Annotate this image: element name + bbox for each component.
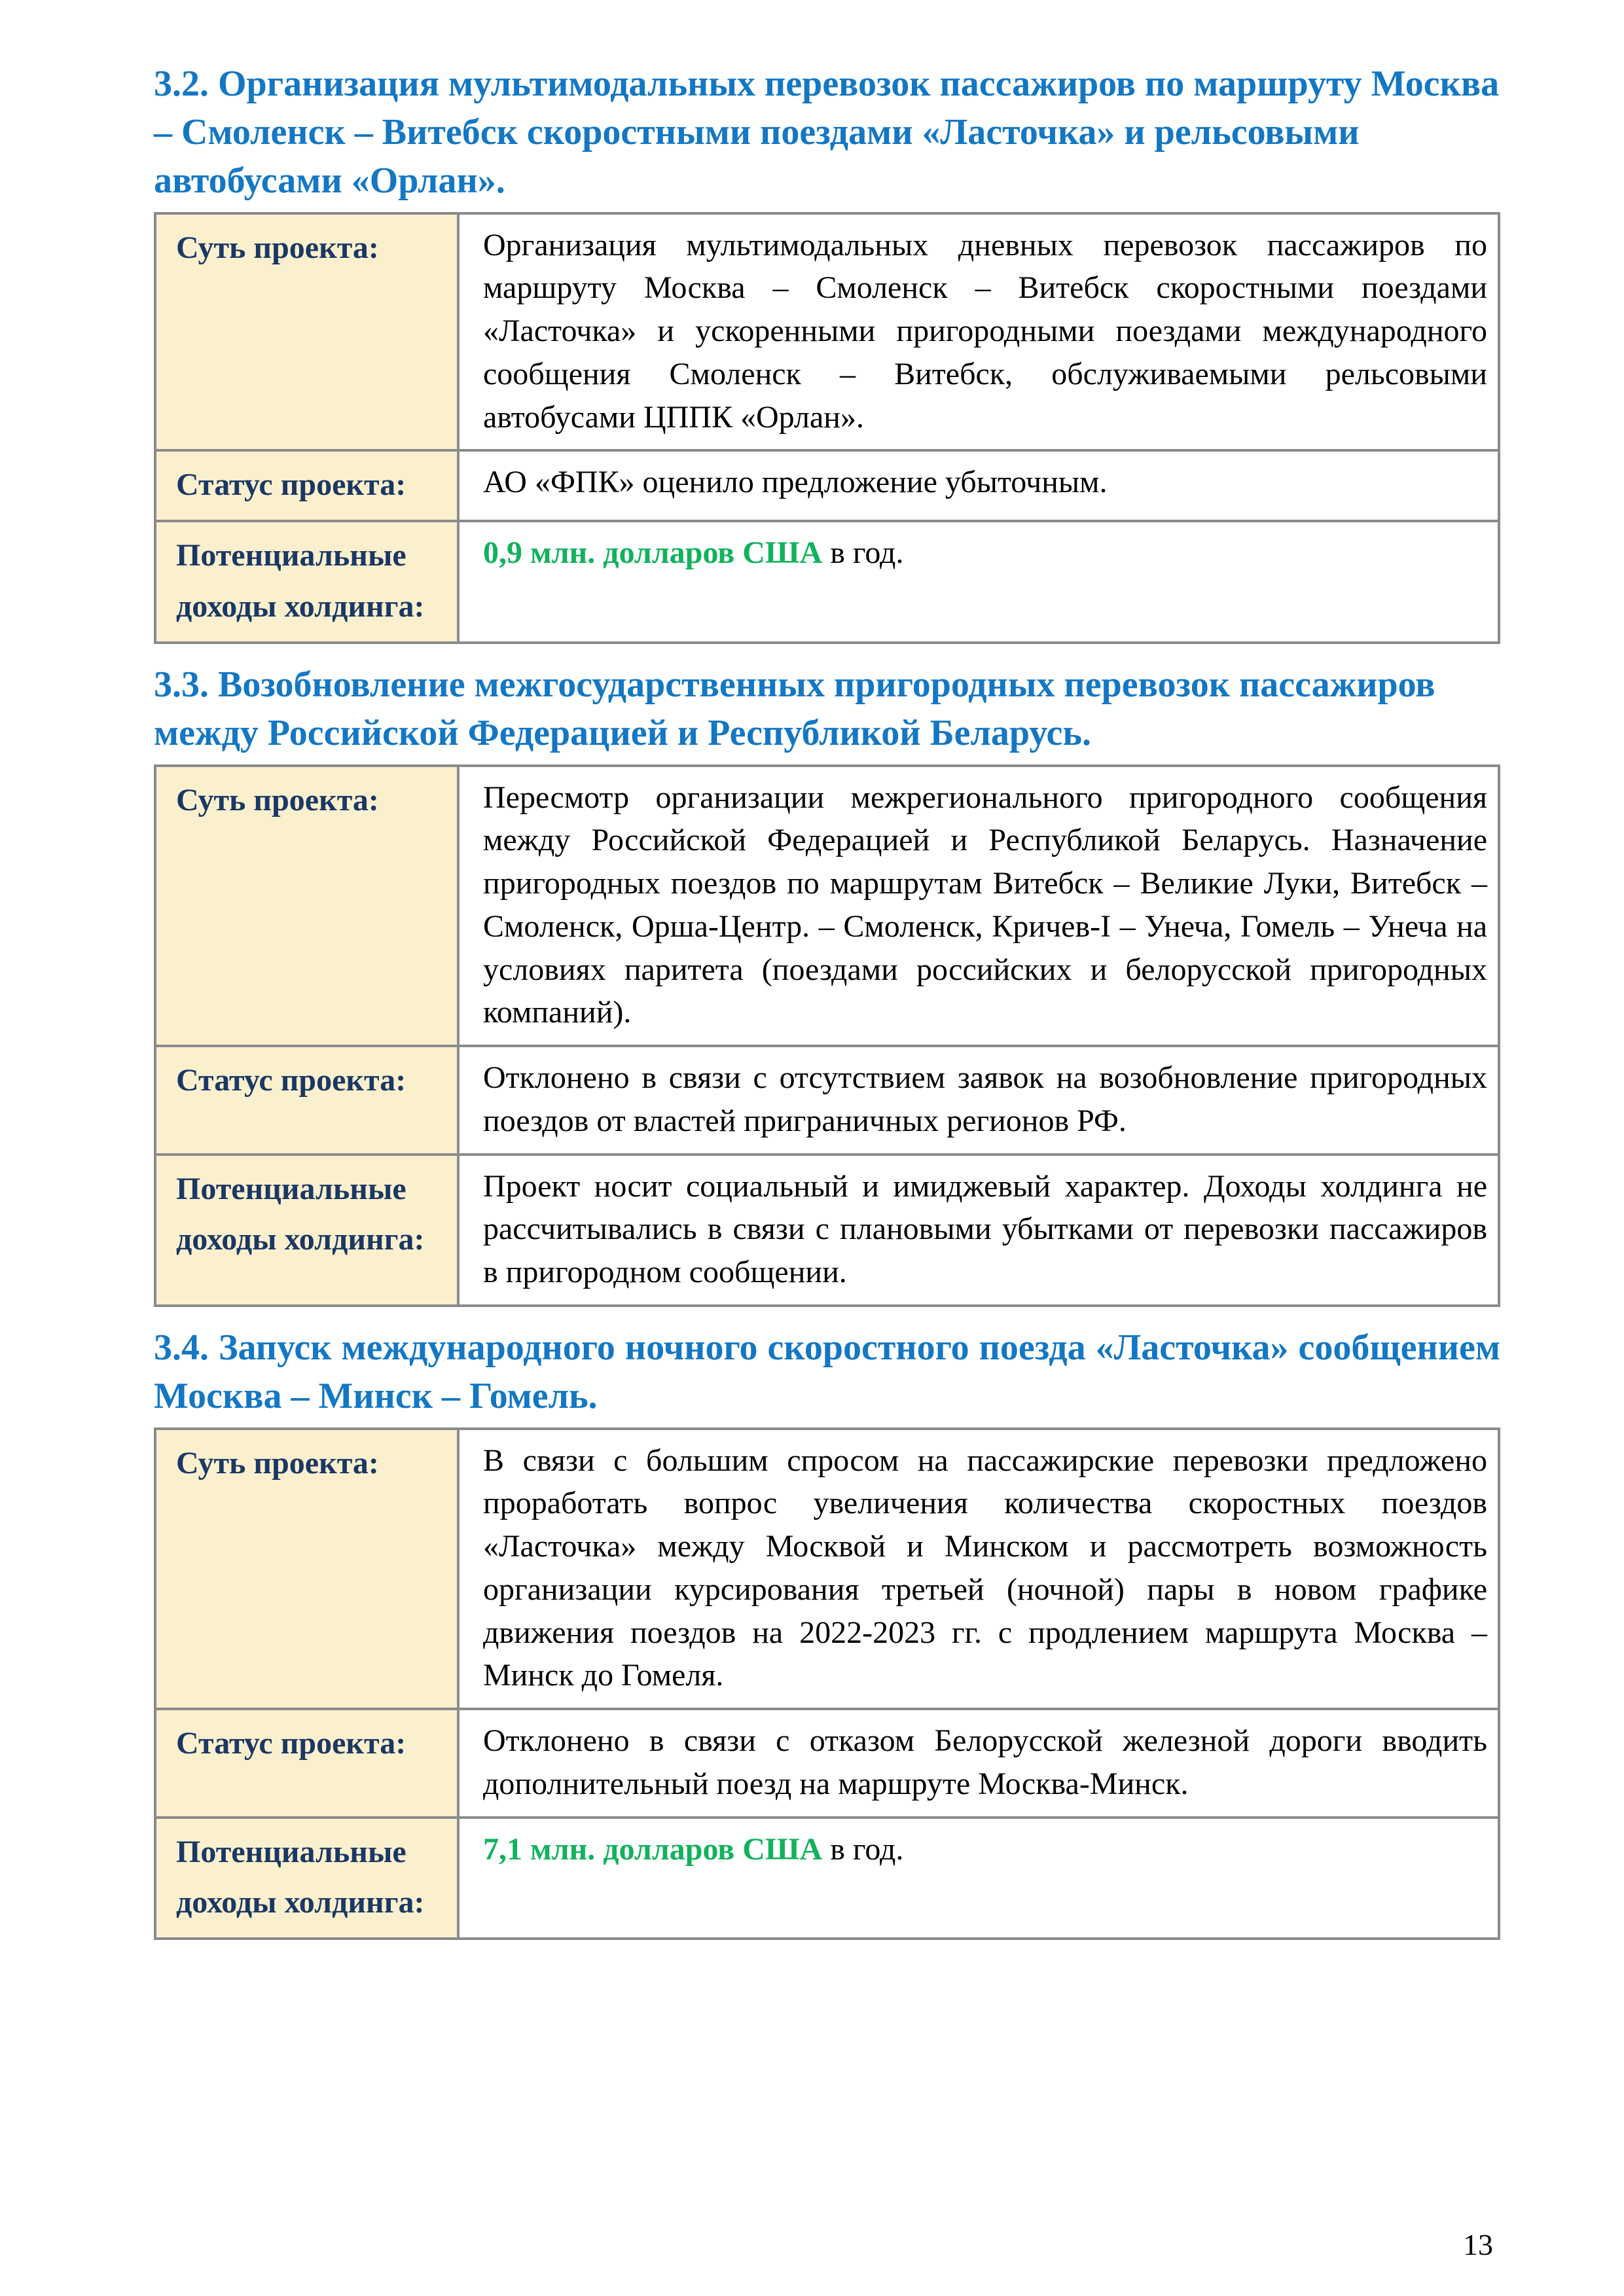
row-text: Отклонено в связи с отсутствием заявок на возобновление пригородных поездов от властей приграничных регионов РФ. bbox=[483, 1060, 1487, 1138]
row-label: Статус проекта: bbox=[155, 1046, 458, 1155]
income-highlight: 7,1 млн. долларов США bbox=[483, 1831, 823, 1867]
row-value bbox=[458, 1429, 1499, 1710]
table-row bbox=[155, 1155, 1499, 1306]
row-label: Суть проекта: bbox=[155, 766, 458, 1047]
table-row bbox=[155, 1818, 1499, 1939]
row-label: Потенциальные доходы холдинга: bbox=[155, 1818, 458, 1939]
row-text: В связи с большим спросом на пассажирские перевозки предложено проработать вопрос увеличения количества скоростных поездов «Ласточка» между Москвой и Минском и рассмотреть возможность организации курсирования третьей (ночной) пары в новом графике движения поездов на 2022-2023 гг. с продлением маршрута Москва – Минск до Гомеля. bbox=[483, 1443, 1487, 1693]
row-value bbox=[458, 1155, 1499, 1306]
table-row bbox=[155, 766, 1499, 1047]
section-3-3 bbox=[154, 661, 1500, 1307]
row-value bbox=[458, 521, 1499, 643]
row-label: Потенциальные доходы холдинга: bbox=[155, 521, 458, 643]
row-label: Суть проекта: bbox=[155, 1429, 458, 1710]
section-3-4 bbox=[154, 1324, 1500, 1940]
row-value bbox=[458, 1818, 1499, 1939]
row-value bbox=[458, 766, 1499, 1047]
section-3-2 bbox=[154, 60, 1500, 644]
section-heading: 3.4. Запуск международного ночного скоростного поезда «Ласточка» сообщением Москва – Минск – Гомель. bbox=[154, 1327, 1500, 1416]
row-value bbox=[458, 213, 1499, 451]
row-value bbox=[458, 450, 1499, 521]
page-number: 13 bbox=[1463, 2228, 1493, 2261]
table-row bbox=[155, 450, 1499, 521]
row-value bbox=[458, 1709, 1499, 1818]
row-text: Пересмотр организации межрегионального пригородного сообщения между Российской Федерацией и Республикой Беларусь. Назначение пригородных поездов по маршрутам Витебск – Великие Луки, Витебск – Смоленск, Орша-Центр. – Смоленск, Кричев-I – Унеча, Гомель – Унеча на условиях паритета (поездами российских и белорусской пригородных компаний). bbox=[483, 780, 1487, 1030]
row-label: Суть проекта: bbox=[155, 213, 458, 451]
project-table bbox=[154, 764, 1500, 1307]
table-row bbox=[155, 1709, 1499, 1818]
table-row bbox=[155, 1046, 1499, 1155]
table-row bbox=[155, 213, 1499, 451]
section-heading: 3.2. Организация мультимодальных перевозок пассажиров по маршруту Москва – Смоленск – Витебск скоростными поездами «Ласточка» и рельсовыми автобусами «Орлан». bbox=[154, 63, 1500, 201]
row-text: в год. bbox=[822, 1831, 904, 1867]
section-heading: 3.3. Возобновление межгосударственных пригородных перевозок пассажиров между Российской Федерацией и Республикой Беларусь. bbox=[154, 664, 1435, 753]
row-label: Статус проекта: bbox=[155, 450, 458, 521]
row-text: Отклонено в связи с отказом Белорусской железной дороги вводить дополнительный поезд на маршруте Москва-Минск. bbox=[483, 1723, 1487, 1801]
table-row bbox=[155, 521, 1499, 643]
row-text: Проект носит социальный и имиджевый характер. Доходы холдинга не рассчитывались в связи с плановыми убытками от перевозки пассажиров в пригородном сообщении. bbox=[483, 1168, 1487, 1290]
row-value bbox=[458, 1046, 1499, 1155]
row-text: Организация мультимодальных дневных перевозок пассажиров по маршруту Москва – Смоленск – Витебск скоростными поездами «Ласточка» и ускоренными пригородными поездами международного сообщения Смоленск – Витебск, обслуживаемыми рельсовыми автобусами ЦППК «Орлан». bbox=[483, 227, 1487, 435]
table-row bbox=[155, 1429, 1499, 1710]
income-highlight: 0,9 млн. долларов США bbox=[483, 535, 823, 571]
row-text: в год. bbox=[822, 535, 904, 571]
project-table bbox=[154, 1427, 1500, 1941]
project-table bbox=[154, 212, 1500, 644]
row-label: Статус проекта: bbox=[155, 1709, 458, 1818]
row-text: АО «ФПК» оценило предложение убыточным. bbox=[483, 465, 1108, 500]
row-label: Потенциальные доходы холдинга: bbox=[155, 1155, 458, 1306]
